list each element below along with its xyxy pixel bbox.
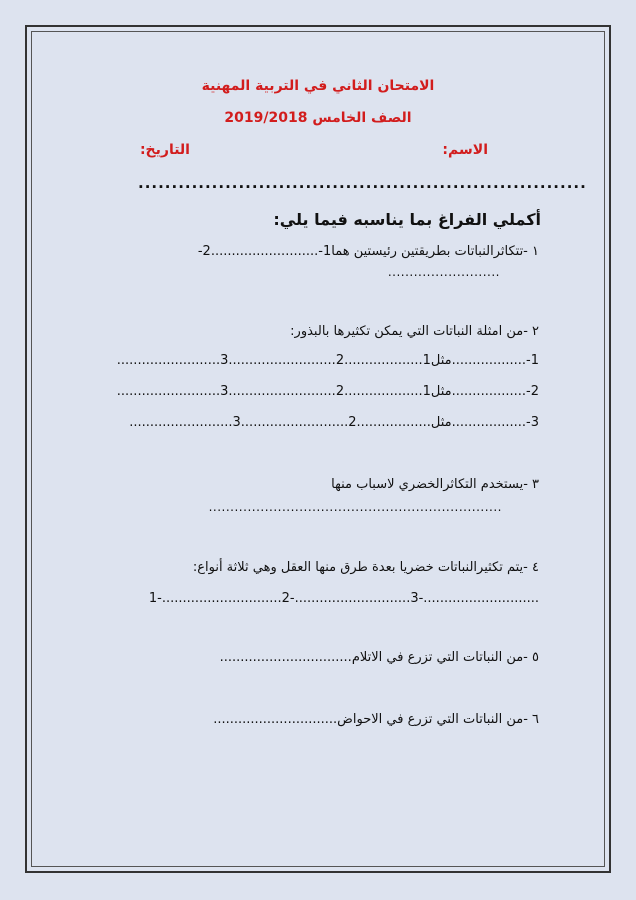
q3-prompt: ٣ -يستخدم التكاثرالخضري لاسباب منها — [331, 477, 539, 492]
instruction-heading: أكملي الفراغ بما يناسبه فيما يلي: — [273, 210, 541, 229]
q2-row-2: 2-..................مثل1...................2..........................3......................... — [116, 384, 539, 399]
q1-line2: .......................... — [387, 265, 500, 279]
q4-line: 1-.............................2-............................3-............................ — [148, 591, 539, 606]
name-date-line: ................................................................... — [138, 174, 587, 192]
name-label: الاسم: — [442, 142, 488, 158]
page-border-inner — [31, 31, 605, 867]
q5-text: ٥ -من النباتات التي تزرع في الاتلام................................ — [219, 650, 539, 665]
grade-year: الصف الخامس 2019/2018 — [224, 110, 412, 126]
q2-row-1: 1-..................مثل1...................2..........................3......................... — [116, 353, 539, 368]
q3-line: .................................................................... — [208, 500, 502, 514]
exam-title: الامتحان الثاني في التربية المهنية — [201, 78, 435, 94]
q4-prompt: ٤ -يتم تكثيرالنباتات خضريا بعدة طرق منها العقل وهي ثلاثة أنواع: — [192, 560, 539, 575]
q2-row-3: 3-..................مثل..................2..........................3......................... — [129, 415, 539, 430]
q2-prompt: ٢ -من امثلة النباتات التي يمكن تكثيرها بالبذور: — [290, 324, 539, 339]
date-label: التاريخ: — [139, 142, 190, 158]
q1-line1: ١ -تتكاثرالنباتات بطريقتين رئيستين هما1-..........................2- — [197, 244, 539, 259]
q6-text: ٦ -من النباتات التي تزرع في الاحواض.............................. — [213, 712, 539, 727]
